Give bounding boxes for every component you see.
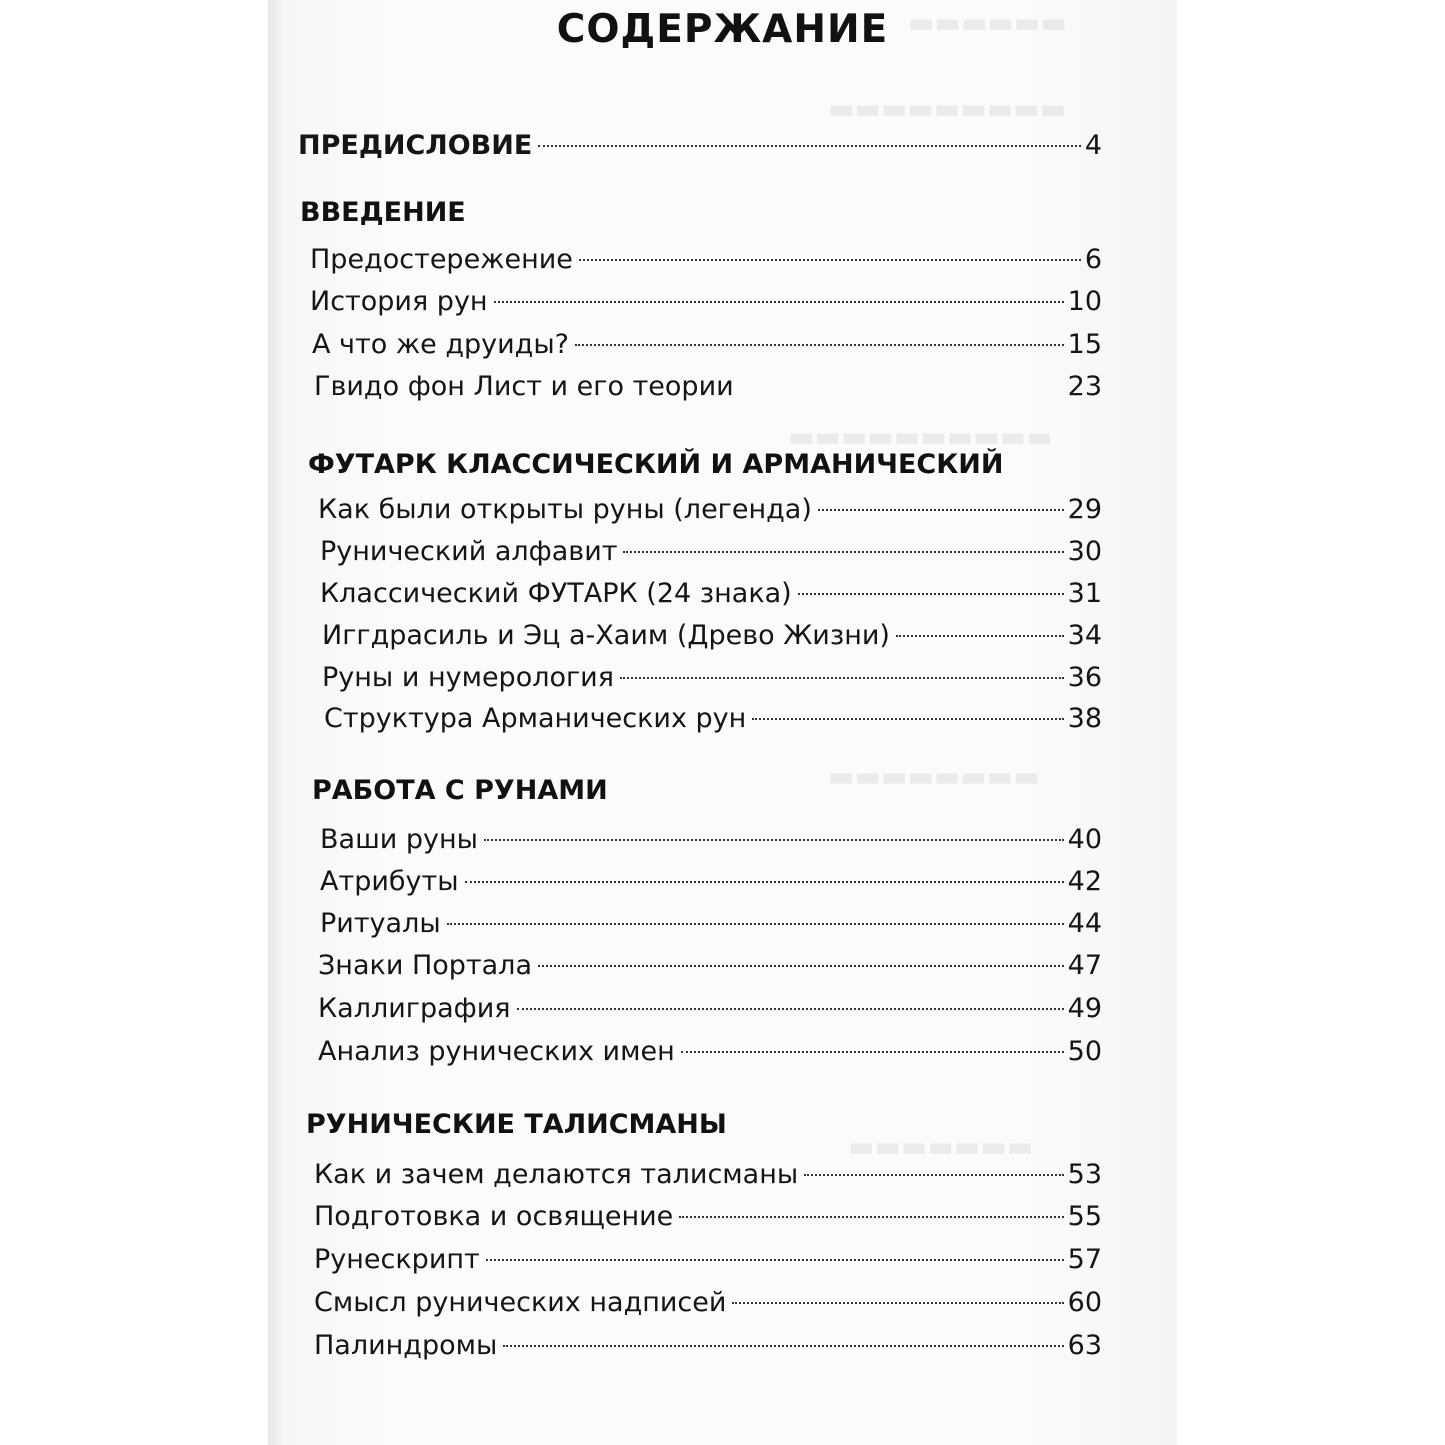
toc-entry	[324, 701, 1102, 737]
toc-page-number: 49	[1067, 993, 1102, 1024]
toc-entry	[320, 864, 1102, 900]
toc-page-number: 44	[1067, 908, 1102, 939]
dot-leader	[447, 923, 1064, 925]
toc-entry	[314, 1328, 1102, 1364]
toc-entry-label: Каллиграфия	[318, 993, 511, 1024]
dot-leader	[517, 1008, 1064, 1010]
section-heading: РАБОТА С РУНАМИ	[312, 775, 608, 806]
toc-entry-label: Структура Арманических рун	[324, 703, 747, 734]
toc-page-number: 23	[1067, 371, 1102, 402]
toc-page-number: 4	[1084, 130, 1102, 161]
toc-entry-label: Предостережение	[310, 244, 573, 275]
dot-leader	[494, 301, 1064, 303]
toc-page-number: 57	[1067, 1244, 1102, 1275]
dot-leader	[752, 718, 1063, 720]
dot-leader	[679, 1216, 1063, 1218]
section-heading: ФУТАРК КЛАССИЧЕСКИЙ И АРМАНИЧЕСКИЙ	[308, 449, 1004, 480]
toc-entry	[318, 492, 1102, 528]
toc-entry-label: Рунический алфавит	[320, 536, 618, 567]
dot-leader	[732, 1302, 1063, 1304]
toc-entry-label: Классический ФУТАРК (24 знака)	[320, 578, 792, 609]
dot-leader	[620, 677, 1064, 679]
toc-entry	[310, 242, 1102, 278]
dot-leader	[486, 1259, 1064, 1261]
toc-entry-label: Атрибуты	[320, 866, 459, 897]
toc-entry	[322, 618, 1102, 654]
bleed-through-texture: ▬▬▬▬▬▬▬▬	[828, 760, 1040, 793]
toc-entry	[320, 534, 1102, 570]
bleed-through-texture: ▬▬▬▬▬▬▬▬▬▬	[788, 420, 1053, 453]
dot-leader	[896, 635, 1064, 637]
toc-entry-label: Ритуалы	[320, 908, 441, 939]
toc-entry	[314, 369, 1102, 405]
toc-page-number: 36	[1067, 662, 1102, 693]
toc-entry-label: Иггдрасиль и Эц а-Хаим (Древо Жизни)	[322, 620, 890, 651]
toc-entry	[314, 1242, 1102, 1278]
toc-entry-label: А что же друиды?	[312, 329, 570, 360]
toc-page-number: 47	[1067, 950, 1102, 981]
dot-leader	[804, 1174, 1063, 1176]
toc-page-number: 31	[1067, 578, 1102, 609]
dot-leader	[538, 145, 1081, 147]
toc-entry-label: Анализ рунических имен	[318, 1036, 675, 1067]
dot-leader	[538, 965, 1064, 967]
toc-entry	[310, 284, 1102, 320]
toc-page-number: 6	[1084, 244, 1102, 275]
toc-entry	[320, 906, 1102, 942]
toc-entry-label: История рун	[310, 286, 488, 317]
toc-entry	[318, 991, 1102, 1027]
toc-entry-label: Знаки Портала	[318, 950, 532, 981]
toc-entry-label: Ваши руны	[320, 824, 478, 855]
toc-entry-label: Подготовка и освящение	[314, 1201, 674, 1232]
bleed-through-texture: ▬▬▬▬▬▬▬	[848, 1130, 1034, 1163]
toc-page-number: 15	[1067, 329, 1102, 360]
toc-entry-label: Руны и нумерология	[322, 662, 614, 693]
toc-entry	[318, 948, 1102, 984]
dot-leader	[798, 593, 1064, 595]
toc-page-number: 29	[1067, 494, 1102, 525]
toc-entry-label: Как были открыты руны (легенда)	[318, 494, 812, 525]
toc-page-number: 60	[1067, 1287, 1102, 1318]
toc-page-number: 50	[1067, 1036, 1102, 1067]
toc-entry	[314, 1285, 1102, 1321]
section-heading: ВВЕДЕНИЕ	[300, 197, 466, 228]
toc-entry	[320, 576, 1102, 612]
toc-entry-preface	[298, 128, 1102, 164]
toc-entry	[314, 1157, 1102, 1193]
toc-entry-label: Палиндромы	[314, 1330, 498, 1361]
section-heading: РУНИЧЕСКИЕ ТАЛИСМАНЫ	[306, 1109, 727, 1140]
dot-leader	[579, 259, 1081, 261]
dot-leader	[818, 509, 1064, 511]
toc-entry-label: Рунескрипт	[314, 1244, 480, 1275]
toc-page-number: 34	[1067, 620, 1102, 651]
toc-page-number: 10	[1067, 286, 1102, 317]
toc-page-number: 42	[1067, 866, 1102, 897]
toc-entry	[314, 1199, 1102, 1235]
bleed-through-texture: ▬▬▬▬▬▬▬▬▬	[828, 92, 1067, 125]
toc-page-number: 38	[1067, 703, 1102, 734]
toc-entry-label: Гвидо фон Лист и его теории	[314, 371, 734, 402]
toc-page-number: 53	[1067, 1159, 1102, 1190]
toc-page-number: 30	[1067, 536, 1102, 567]
toc-page-number: 55	[1067, 1201, 1102, 1232]
dot-leader	[484, 839, 1064, 841]
toc-entry-label: Смысл рунических надписей	[314, 1287, 727, 1318]
dot-leader	[740, 386, 1064, 388]
toc-page-number: 63	[1067, 1330, 1102, 1361]
dot-leader	[681, 1051, 1064, 1053]
toc-entry	[322, 660, 1102, 696]
dot-leader	[623, 551, 1063, 553]
page-title: СОДЕРЖАНИЕ	[556, 7, 889, 52]
dot-leader	[465, 881, 1064, 883]
toc-entry	[318, 1034, 1102, 1070]
toc-entry-label: ПРЕДИСЛОВИЕ	[298, 130, 533, 161]
dot-leader	[575, 344, 1064, 346]
toc-entry	[320, 822, 1102, 858]
toc-page-number: 40	[1067, 824, 1102, 855]
bleed-through-texture: ▬▬▬▬▬▬	[908, 6, 1067, 39]
toc-entry-label: Как и зачем делаются талисманы	[314, 1159, 799, 1190]
dot-leader	[503, 1345, 1063, 1347]
toc-entry	[312, 327, 1102, 363]
